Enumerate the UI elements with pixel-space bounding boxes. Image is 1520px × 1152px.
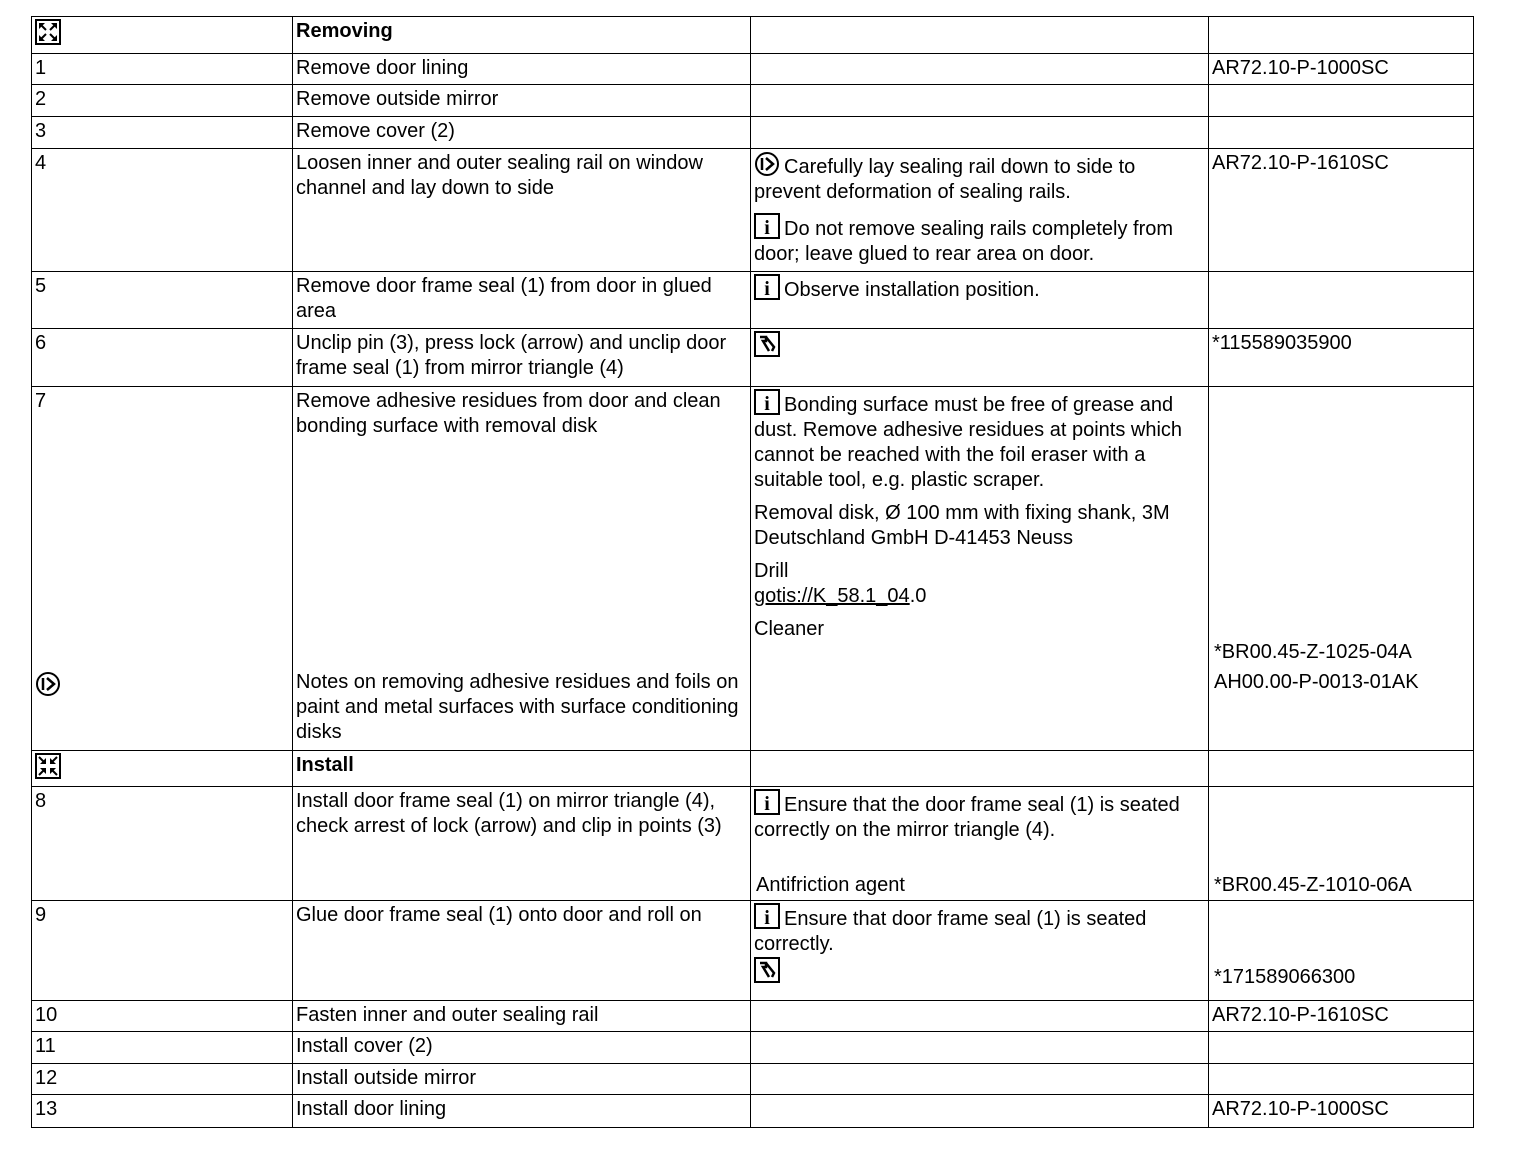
step-number: 1 — [32, 54, 293, 85]
info-note: Ensure that the door frame seal (1) is seated correctly on the mirror triangle (4). — [754, 794, 1180, 841]
step-text: Remove adhesive residues from door and clean bonding surface with removal disk — [296, 390, 721, 437]
step-number: 9 — [32, 901, 293, 1001]
table-row — [32, 1064, 1474, 1095]
table-row — [32, 272, 1474, 329]
svg-text:i: i — [764, 393, 770, 415]
caution-icon — [754, 151, 780, 177]
svg-text:i: i — [764, 907, 770, 929]
section-icon-cell — [32, 751, 293, 787]
table-row — [32, 1001, 1474, 1032]
note-text: Notes on removing adhesive residues and foils on paint and metal surfaces with surface conditioning disks — [296, 671, 739, 743]
table-row — [32, 54, 1474, 85]
step-reference: *BR00.45-Z-1025-04A — [1214, 641, 1412, 663]
step-reference-cell — [1209, 901, 1474, 1001]
step-number: 5 — [32, 272, 293, 329]
info-icon — [754, 789, 780, 815]
step-reference-cell — [1209, 787, 1474, 901]
table-row — [32, 117, 1474, 149]
step-text: Loosen inner and outer sealing rail on window channel and lay down to side — [293, 149, 751, 272]
section-header-install — [32, 751, 1474, 787]
step-text: Install door frame seal (1) on mirror triangle (4), check arrest of lock (arrow) and clip in points (3) — [293, 787, 751, 901]
table-row — [32, 901, 1474, 1001]
step-reference: AR72.10-P-1610SC — [1209, 149, 1474, 272]
step-number: 13 — [32, 1095, 293, 1128]
step-notes — [751, 387, 1209, 751]
step-text-cell — [293, 387, 751, 751]
table-row — [32, 787, 1474, 901]
info-note: Ensure that door frame seal (1) is seated correctly. — [754, 908, 1147, 955]
svg-text:i: i — [764, 217, 770, 239]
table-row — [32, 1095, 1474, 1128]
step-reference-cell — [1209, 387, 1474, 751]
material-note: Removal disk, Ø 100 mm with fixing shank, 3M Deutschland GmbH D-41453 Neuss — [754, 502, 1170, 549]
table-row — [32, 1032, 1474, 1064]
step-number: 6 — [32, 329, 293, 387]
svg-text:i: i — [764, 793, 770, 815]
material-note: Drill — [754, 560, 789, 582]
step-text: Remove outside mirror — [293, 85, 751, 117]
section-title: Install — [293, 751, 751, 787]
table-row — [32, 387, 1474, 751]
step-text: Install door lining — [293, 1095, 751, 1128]
info-icon — [754, 903, 780, 929]
step-text: Install cover (2) — [293, 1032, 751, 1064]
step-number: 11 — [32, 1032, 293, 1064]
info-note: Bonding surface must be free of grease and dust. Remove adhesive residues at points which cannot be reached with the foil eraser with a suitable tool, e.g. plastic scraper. — [754, 394, 1183, 491]
special-tool-icon — [754, 957, 780, 983]
section-header-removing — [32, 17, 1474, 54]
step-text: Fasten inner and outer sealing rail — [293, 1001, 751, 1032]
caution-note: Carefully lay sealing rail down to side to prevent deformation of sealing rails. — [754, 156, 1136, 203]
caution-icon — [35, 671, 61, 697]
step-notes — [751, 272, 1209, 329]
table-row — [32, 329, 1474, 387]
step-text: Install outside mirror — [293, 1064, 751, 1095]
step-reference: AR72.10-P-1610SC — [1209, 1001, 1474, 1032]
step-text: Remove cover (2) — [293, 117, 751, 149]
step-number: 7 — [35, 390, 47, 412]
step-number: 3 — [32, 117, 293, 149]
step-reference: *171589066300 — [1214, 966, 1356, 988]
step-notes — [751, 787, 1209, 901]
info-icon — [754, 274, 780, 300]
collapse-arrows-icon — [35, 753, 61, 779]
step-reference: AR72.10-P-1000SC — [1209, 1095, 1474, 1128]
expand-arrows-icon — [35, 19, 61, 45]
step-notes — [751, 149, 1209, 272]
step-text: Remove door lining — [293, 54, 751, 85]
step-text: Unclip pin (3), press lock (arrow) and unclip door frame seal (1) from mirror triangle (4) — [293, 329, 751, 387]
step-number: 12 — [32, 1064, 293, 1095]
step-text: Remove door frame seal (1) from door in glued area — [293, 272, 751, 329]
material-note: Cleaner — [754, 618, 825, 640]
step-number-cell — [32, 387, 293, 751]
section-icon-cell — [32, 17, 293, 54]
svg-text:i: i — [764, 278, 770, 300]
step-number: 8 — [32, 787, 293, 901]
info-note: Observe installation position. — [784, 279, 1040, 301]
step-reference: *BR00.45-Z-1010-06A — [1214, 874, 1412, 896]
step-notes — [751, 901, 1209, 1001]
step-reference: *115589035900 — [1209, 329, 1474, 387]
step-reference: AH00.00-P-0013-01AK — [1214, 671, 1419, 693]
link-suffix: .0 — [909, 585, 927, 607]
step-reference: AR72.10-P-1000SC — [1209, 54, 1474, 85]
step-number: 4 — [32, 149, 293, 272]
step-text: Glue door frame seal (1) onto door and roll on — [293, 901, 751, 1001]
table-row — [32, 85, 1474, 117]
special-tool-icon — [754, 331, 780, 357]
step-notes — [751, 329, 1209, 387]
step-number: 2 — [32, 85, 293, 117]
procedure-table — [31, 16, 1474, 1128]
info-icon — [754, 213, 780, 239]
step-number: 10 — [32, 1001, 293, 1032]
material-note: Antifriction agent — [756, 874, 905, 896]
info-icon — [754, 389, 780, 415]
table-row — [32, 149, 1474, 272]
gotis-link[interactable]: gotis://K_58.1_04 — [754, 585, 910, 607]
section-title: Removing — [293, 17, 751, 54]
info-note: Do not remove sealing rails completely from door; leave glued to rear area on door. — [754, 218, 1174, 265]
